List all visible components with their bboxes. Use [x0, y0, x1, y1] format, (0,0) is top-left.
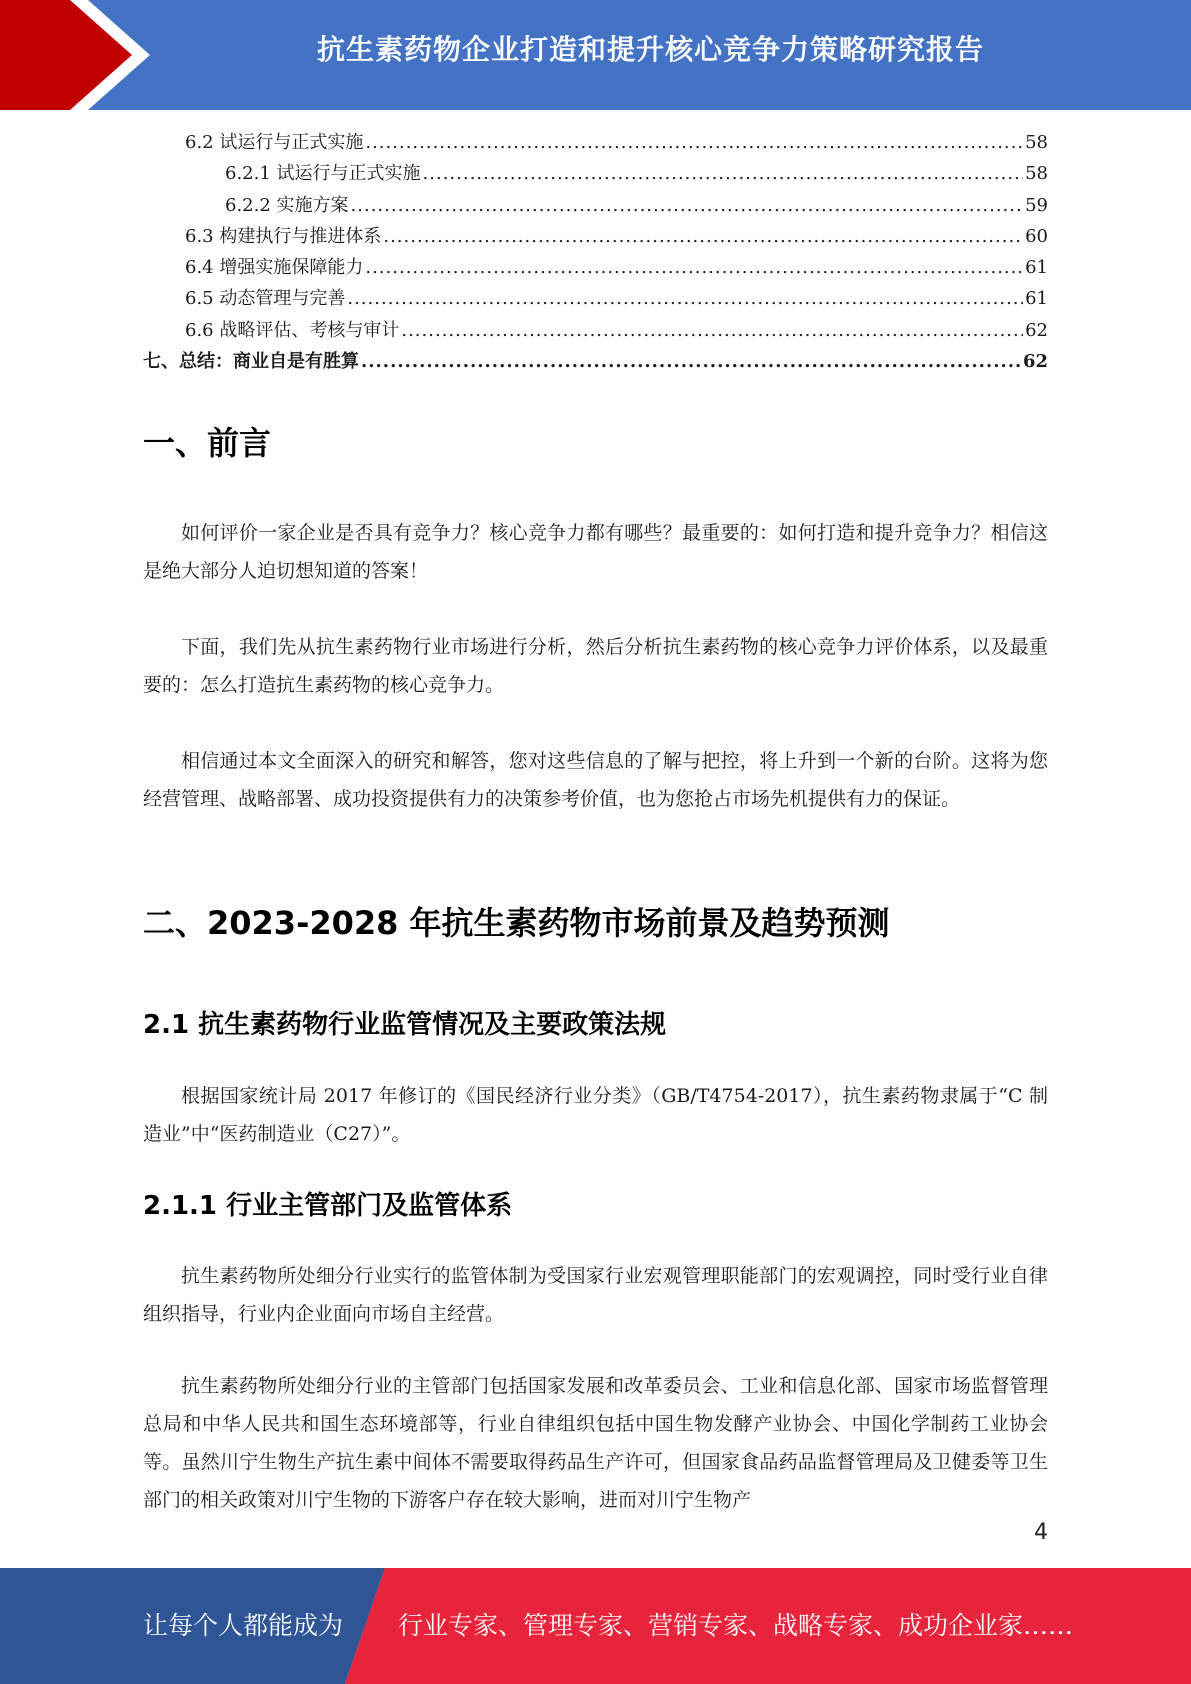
- footer-slogan-left: 让每个人都能成为: [143, 1611, 344, 1640]
- toc-entry-page: 58: [1025, 132, 1048, 153]
- toc-entry-page: 62: [1025, 319, 1048, 341]
- preface-heading: 一、前言: [143, 424, 272, 462]
- section-2-1-heading: 2.1 抗生素药物行业监管情况及主要政策法规: [143, 1010, 667, 1040]
- section-2-1-1-paragraph-1: 抗生素药物所处细分行业实行的监管体制为受国家行业宏观管理职能部门的宏观调控，同时受行业自律组织指导，行业内企业面向市场自主经营。: [143, 1265, 1048, 1325]
- toc-entry[interactable]: [143, 347, 1048, 378]
- toc-leader-dots: [347, 288, 1023, 309]
- section-2-1-1-paragraph-2: 抗生素药物所处细分行业的主管部门包括国家发展和改革委员会、工业和信息化部、国家市场监督管理总局和中华人民共和国生态环境部等，行业自律组织包括中国生物发酵产业协会、中国化学制药工业协会等。虽然川宁生物生产抗生素中间体不需要取得药品生产许可，但国家食品药品监督管理局及卫健委等卫生部门的相关政策对川宁生物的下游客户存在较大影响，进而对川宁生物产: [143, 1375, 1048, 1511]
- toc-entry-title: 6.2 试运行与正式实施: [185, 132, 364, 153]
- toc-entry-title: 6.4 增强实施保障能力: [185, 257, 364, 279]
- toc-entry-page: 61: [1025, 288, 1048, 310]
- toc-entry-page: 60: [1025, 225, 1048, 247]
- toc-entry-title: 6.2.2 实施方案: [225, 194, 349, 216]
- report-title: 抗生素药物企业打造和提升核心竞争力策略研究报告: [316, 33, 984, 66]
- toc-entry[interactable]: [143, 316, 1048, 347]
- toc-entry-page: 61: [1025, 257, 1048, 279]
- toc-leader-dots: [365, 132, 1023, 153]
- preface-paragraph-2: 下面，我们先从抗生素药物行业市场进行分析，然后分析抗生素药物的核心竞争力评价体系，以及最重要的：怎么打造抗生素药物的核心竞争力。: [143, 636, 1048, 696]
- toc-entry[interactable]: [143, 159, 1048, 190]
- toc-entry-page: 59: [1025, 194, 1048, 216]
- table-of-contents: [143, 128, 1048, 378]
- page-footer: [0, 1568, 1191, 1684]
- preface-paragraph-3: 相信通过本文全面深入的研究和解答，您对这些信息的了解与把控，将上升到一个新的台阶。这将为您经营管理、战略部署、成功投资提供有力的决策参考价值，也为您抢占市场先机提供有力的保证。: [143, 750, 1048, 810]
- toc-leader-dots: [401, 320, 1023, 341]
- section-2-1-1-heading: 2.1.1 行业主管部门及监管体系: [143, 1191, 513, 1221]
- page-header: [0, 0, 1191, 110]
- toc-entry-title: 6.3 构建执行与推进体系: [185, 225, 382, 247]
- toc-leader-dots: [423, 163, 1024, 184]
- toc-entry[interactable]: [143, 222, 1048, 253]
- toc-entry[interactable]: [143, 128, 1048, 159]
- toc-entry[interactable]: [143, 284, 1048, 315]
- page-number: 4: [1034, 1520, 1048, 1545]
- toc-entry-title: 6.2.1 试运行与正式实施: [225, 163, 421, 185]
- chapter-2-heading: 二、2023-2028 年抗生素药物市场前景及趋势预测: [143, 904, 890, 942]
- toc-leader-dots: [383, 226, 1023, 247]
- toc-entry-title: 6.5 动态管理与完善: [185, 288, 346, 310]
- toc-entry-title: 6.6 战略评估、考核与审计: [185, 319, 400, 341]
- section-2-1-paragraph: 根据国家统计局 2017 年修订的《国民经济行业分类》（GB/T4754-2017），抗生素药物隶属于“C 制造业”中“医药制造业（C27）”。: [143, 1085, 1048, 1145]
- toc-entry-title: 七、总结：商业自是有胜算: [143, 351, 359, 373]
- footer-slogan-right: 行业专家、管理专家、营销专家、战略专家、成功企业家……: [398, 1611, 1074, 1640]
- toc-leader-dots: [351, 195, 1024, 216]
- toc-entry-page: 62: [1022, 351, 1048, 373]
- toc-entry[interactable]: [143, 191, 1048, 222]
- toc-leader-dots: [361, 351, 1021, 372]
- toc-leader-dots: [365, 257, 1023, 278]
- preface-paragraph-1: 如何评价一家企业是否具有竞争力？核心竞争力都有哪些？最重要的：如何打造和提升竞争力？相信这是绝大部分人迫切想知道的答案！: [143, 522, 1048, 582]
- header-arrow-decoration: [0, 0, 160, 110]
- toc-entry-page: 58: [1025, 163, 1048, 185]
- toc-entry[interactable]: [143, 253, 1048, 284]
